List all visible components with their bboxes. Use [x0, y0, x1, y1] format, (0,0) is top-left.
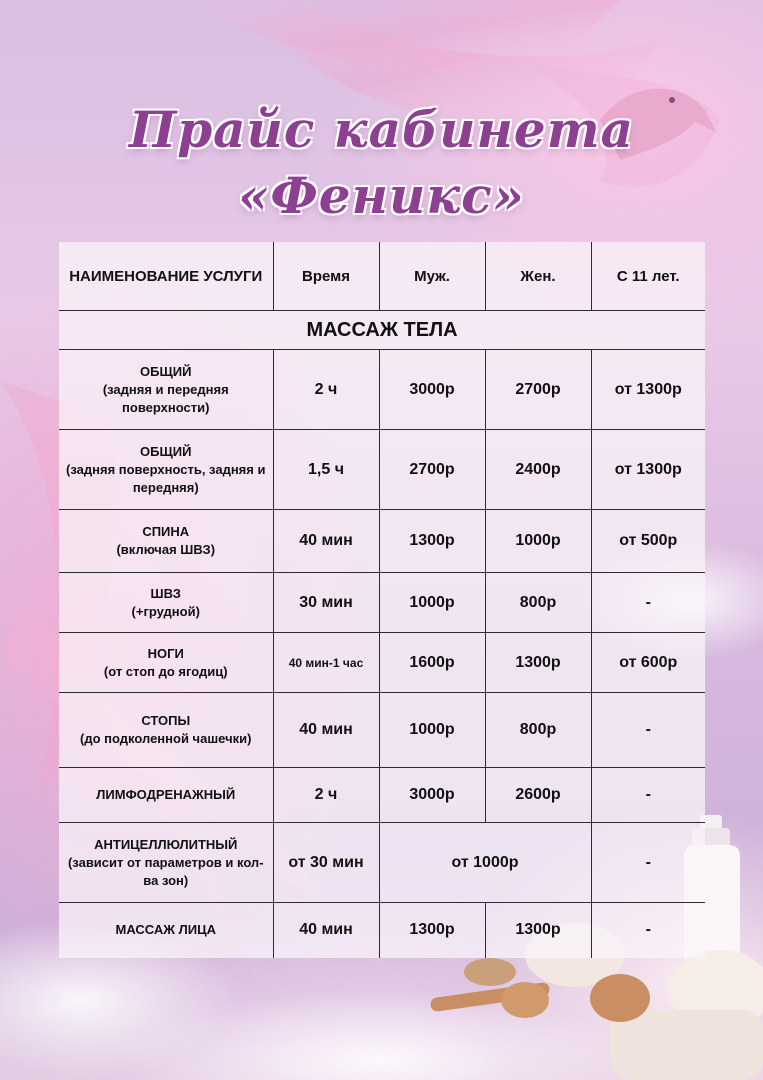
kids-price-cell: -: [591, 823, 705, 903]
men-price-cell: 1000р: [379, 573, 485, 633]
service-cell: [59, 350, 273, 430]
service-name: АНТИЦЕЛЛЮЛИТНЫЙ: [94, 836, 238, 852]
page-title-line-1: Прайс кабинета: [128, 100, 635, 159]
service-name: МАССАЖ ЛИЦА: [115, 922, 216, 938]
service-cell: [59, 573, 273, 633]
price-table: [59, 242, 705, 958]
combined-price-cell: от 1000р: [379, 823, 591, 903]
page-title-line-2: «Феникс»: [238, 166, 525, 225]
service-name: НОГИ: [147, 645, 184, 661]
section-title: МАССАЖ ТЕЛА: [59, 311, 705, 350]
table-row: [59, 633, 705, 693]
kids-price-cell: -: [591, 768, 705, 823]
time-cell: 40 мин: [273, 510, 379, 573]
service-name: ОБЩИЙ: [140, 443, 192, 459]
men-price-cell: 2700р: [379, 430, 485, 510]
men-price-cell: 1000р: [379, 693, 485, 768]
women-price-cell: 2600р: [485, 768, 591, 823]
service-name: ЛИМФОДРЕНАЖНЫЙ: [96, 787, 236, 802]
women-price-cell: 800р: [485, 573, 591, 633]
time-cell: 40 мин: [273, 903, 379, 958]
women-price-cell: 1300р: [485, 633, 591, 693]
service-name: СПИНА: [142, 524, 190, 539]
service-note: (задняя поверхность, задняя и передняя): [66, 461, 266, 495]
time-cell: 2 ч: [273, 350, 379, 430]
service-cell: [59, 510, 273, 573]
time-cell: 40 мин: [273, 693, 379, 768]
men-price-cell: 1600р: [379, 633, 485, 693]
service-cell: [59, 903, 273, 958]
service-note: (включая ШВЗ): [116, 542, 216, 557]
women-price-cell: 2400р: [485, 430, 591, 510]
kids-price-cell: от 1300р: [591, 350, 705, 430]
kids-price-cell: от 1300р: [591, 430, 705, 510]
women-price-cell: 800р: [485, 693, 591, 768]
service-note: (задняя и передняя поверхности): [102, 381, 229, 415]
header-time: Время: [273, 242, 379, 311]
service-name: ШВЗ: [150, 585, 181, 601]
men-price-cell: 3000р: [379, 768, 485, 823]
service-name: СТОПЫ: [141, 713, 191, 728]
table-header-row: [59, 242, 705, 311]
table-row: [59, 350, 705, 430]
women-price-cell: 2700р: [485, 350, 591, 430]
kids-price-cell: от 500р: [591, 510, 705, 573]
service-note: (зависит от параметров и кол-ва зон): [67, 854, 264, 888]
women-price-cell: 1300р: [485, 903, 591, 958]
header-women: Жен.: [485, 242, 591, 311]
section-row: [59, 311, 705, 350]
service-cell: [59, 823, 273, 903]
table-row: [59, 903, 705, 958]
men-price-cell: 1300р: [379, 903, 485, 958]
kids-price-cell: -: [591, 573, 705, 633]
header-kids: С 11 лет.: [591, 242, 705, 311]
table-row: [59, 768, 705, 823]
men-price-cell: 3000р: [379, 350, 485, 430]
service-cell: [59, 768, 273, 823]
kids-price-cell: от 600р: [591, 633, 705, 693]
service-cell: [59, 693, 273, 768]
service-note: (+грудной): [131, 603, 200, 619]
table-row: [59, 693, 705, 768]
time-cell: 2 ч: [273, 768, 379, 823]
time-cell: от 30 мин: [273, 823, 379, 903]
time-cell: 30 мин: [273, 573, 379, 633]
kids-price-cell: -: [591, 903, 705, 958]
service-name: ОБЩИЙ: [140, 363, 192, 379]
women-price-cell: 1000р: [485, 510, 591, 573]
men-price-cell: 1300р: [379, 510, 485, 573]
header-service: НАИМЕНОВАНИЕ УСЛУГИ: [69, 267, 263, 285]
service-note: (до подколенной чашечки): [80, 731, 252, 746]
kids-price-cell: -: [591, 693, 705, 768]
service-note: (от стоп до ягодиц): [103, 663, 228, 679]
header-men: Муж.: [379, 242, 485, 311]
time-cell: 40 мин-1 час: [273, 633, 379, 693]
table-row: [59, 573, 705, 633]
table-row: [59, 430, 705, 510]
service-cell: [59, 430, 273, 510]
time-cell: 1,5 ч: [273, 430, 379, 510]
table-row: [59, 510, 705, 573]
table-row: [59, 823, 705, 903]
service-cell: [59, 633, 273, 693]
